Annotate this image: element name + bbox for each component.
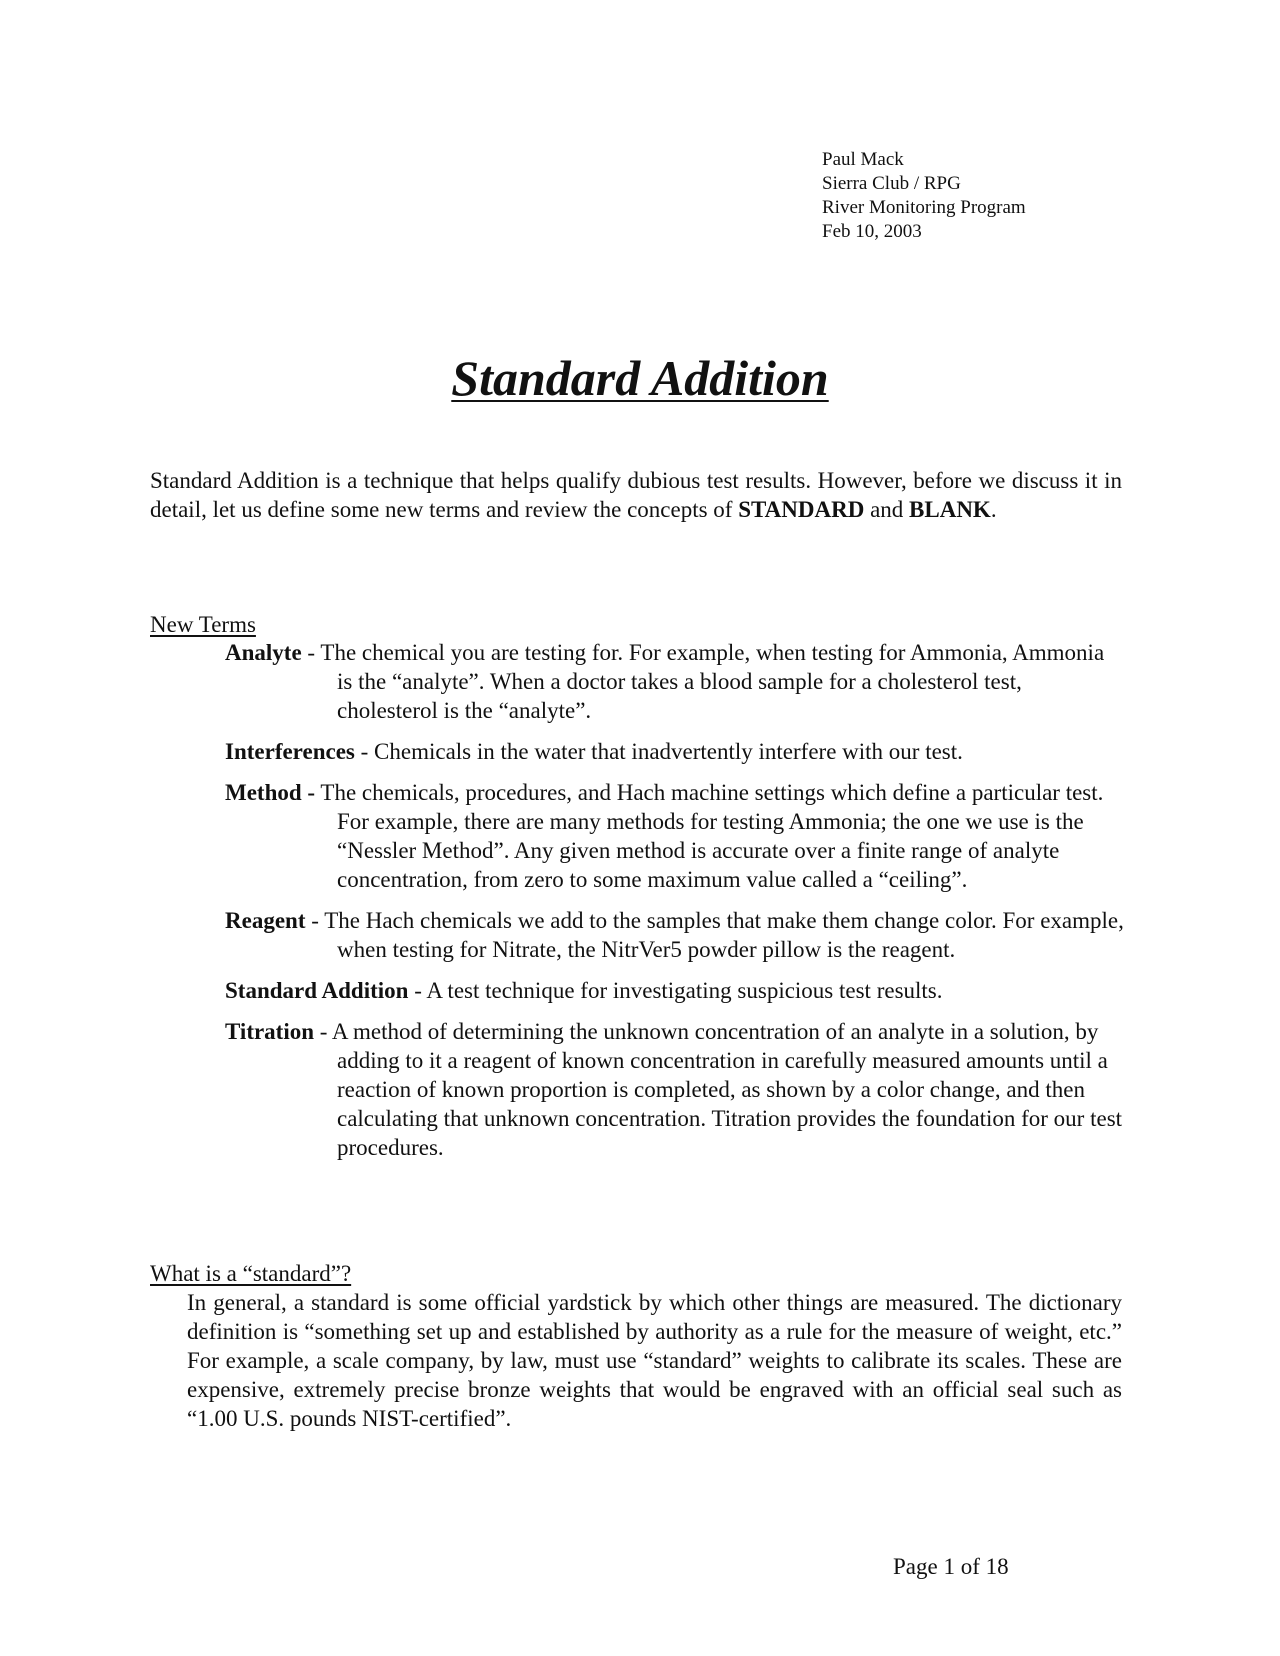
intro-standard-keyword: STANDARD [738, 497, 865, 522]
term-separator: - [314, 1019, 332, 1044]
term-separator: - [408, 978, 427, 1003]
author-header [822, 148, 1026, 244]
intro-text: . [990, 497, 997, 522]
term-definition: Chemicals in the water that inadvertently interfere with our test. [374, 739, 963, 764]
standard-section-heading: What is a “standard”? [150, 1261, 352, 1286]
term-separator: - [301, 640, 321, 665]
intro-blank-keyword: BLANK [909, 497, 991, 522]
new-terms-heading: New Terms [150, 612, 256, 637]
term-separator: - [305, 908, 325, 933]
author-name: Paul Mack [822, 149, 904, 170]
program-name: River Monitoring Program [822, 197, 1026, 218]
term-definition: A method of determining the unknown concentration of an analyte in a solution, by adding to it a reagent of known concentration in carefully measured amounts until a reaction of known proportion is completed, as shown by a color change, and then calculating that unknown concentration. Titration provides the foundation for our test procedures. [331, 1019, 1123, 1160]
term-reagent [225, 906, 1125, 964]
term-separator: - [354, 739, 375, 764]
term-label: Analyte [225, 640, 302, 665]
term-label: Method - [225, 780, 316, 805]
term-label: Interferences [225, 739, 355, 764]
intro-text: Standard Addition is a technique that helps qualify dubious test results. However, before we discuss it in detail, let us define some new terms and review the concepts of [150, 468, 1122, 522]
term-method [225, 778, 1125, 894]
term-standard-addition [225, 976, 1125, 1005]
page-number: Page 1 of 18 [893, 1554, 1009, 1579]
intro-paragraph [150, 466, 1122, 524]
term-definition: A test technique for investigating suspicious test results. [426, 978, 943, 1003]
term-titration [225, 1017, 1125, 1162]
term-definition: The chemical you are testing for. For example, when testing for Ammonia, Ammonia is the “analyte”. When a doctor takes a blood sample for a cholesterol test, cholesterol is the “analyte”. [320, 640, 1105, 723]
term-label: Standard Addition [225, 978, 409, 1003]
term-interferences [225, 737, 1125, 766]
author-organization: Sierra Club / RPG [822, 173, 961, 194]
term-definition: The Hach chemicals we add to the samples that make them change color. For example, when testing for Nitrate, the NitrVer5 powder pillow is the reagent. [324, 908, 1124, 962]
intro-text: and [864, 497, 910, 522]
document-date: Feb 10, 2003 [822, 221, 922, 242]
term-label: Reagent [225, 908, 306, 933]
standard-section-paragraph: In general, a standard is some official yardstick by which other things are measured. The dictionary definition is “something set up and established by authority as a rule for the measure of weight, etc.” For example, a scale company, by law, must use “standard” weights to calibrate its scales. These are expensive, extremely precise bronze weights that would be engraved with an official seal such as “1.00 U.S. pounds NIST-certified”. [187, 1290, 1122, 1431]
term-analyte [225, 638, 1125, 725]
page-title: Standard Addition [451, 350, 829, 406]
terms-list [225, 638, 1125, 1174]
term-definition: The chemicals, procedures, and Hach machine settings which define a particular test. For example, there are many methods for testing Ammonia; the one we use is the “Nessler Method”. Any given method is accurate over a finite range of analyte concentration, from zero to some maximum value called a “ceiling”. [320, 780, 1104, 892]
term-label: Titration [225, 1019, 315, 1044]
